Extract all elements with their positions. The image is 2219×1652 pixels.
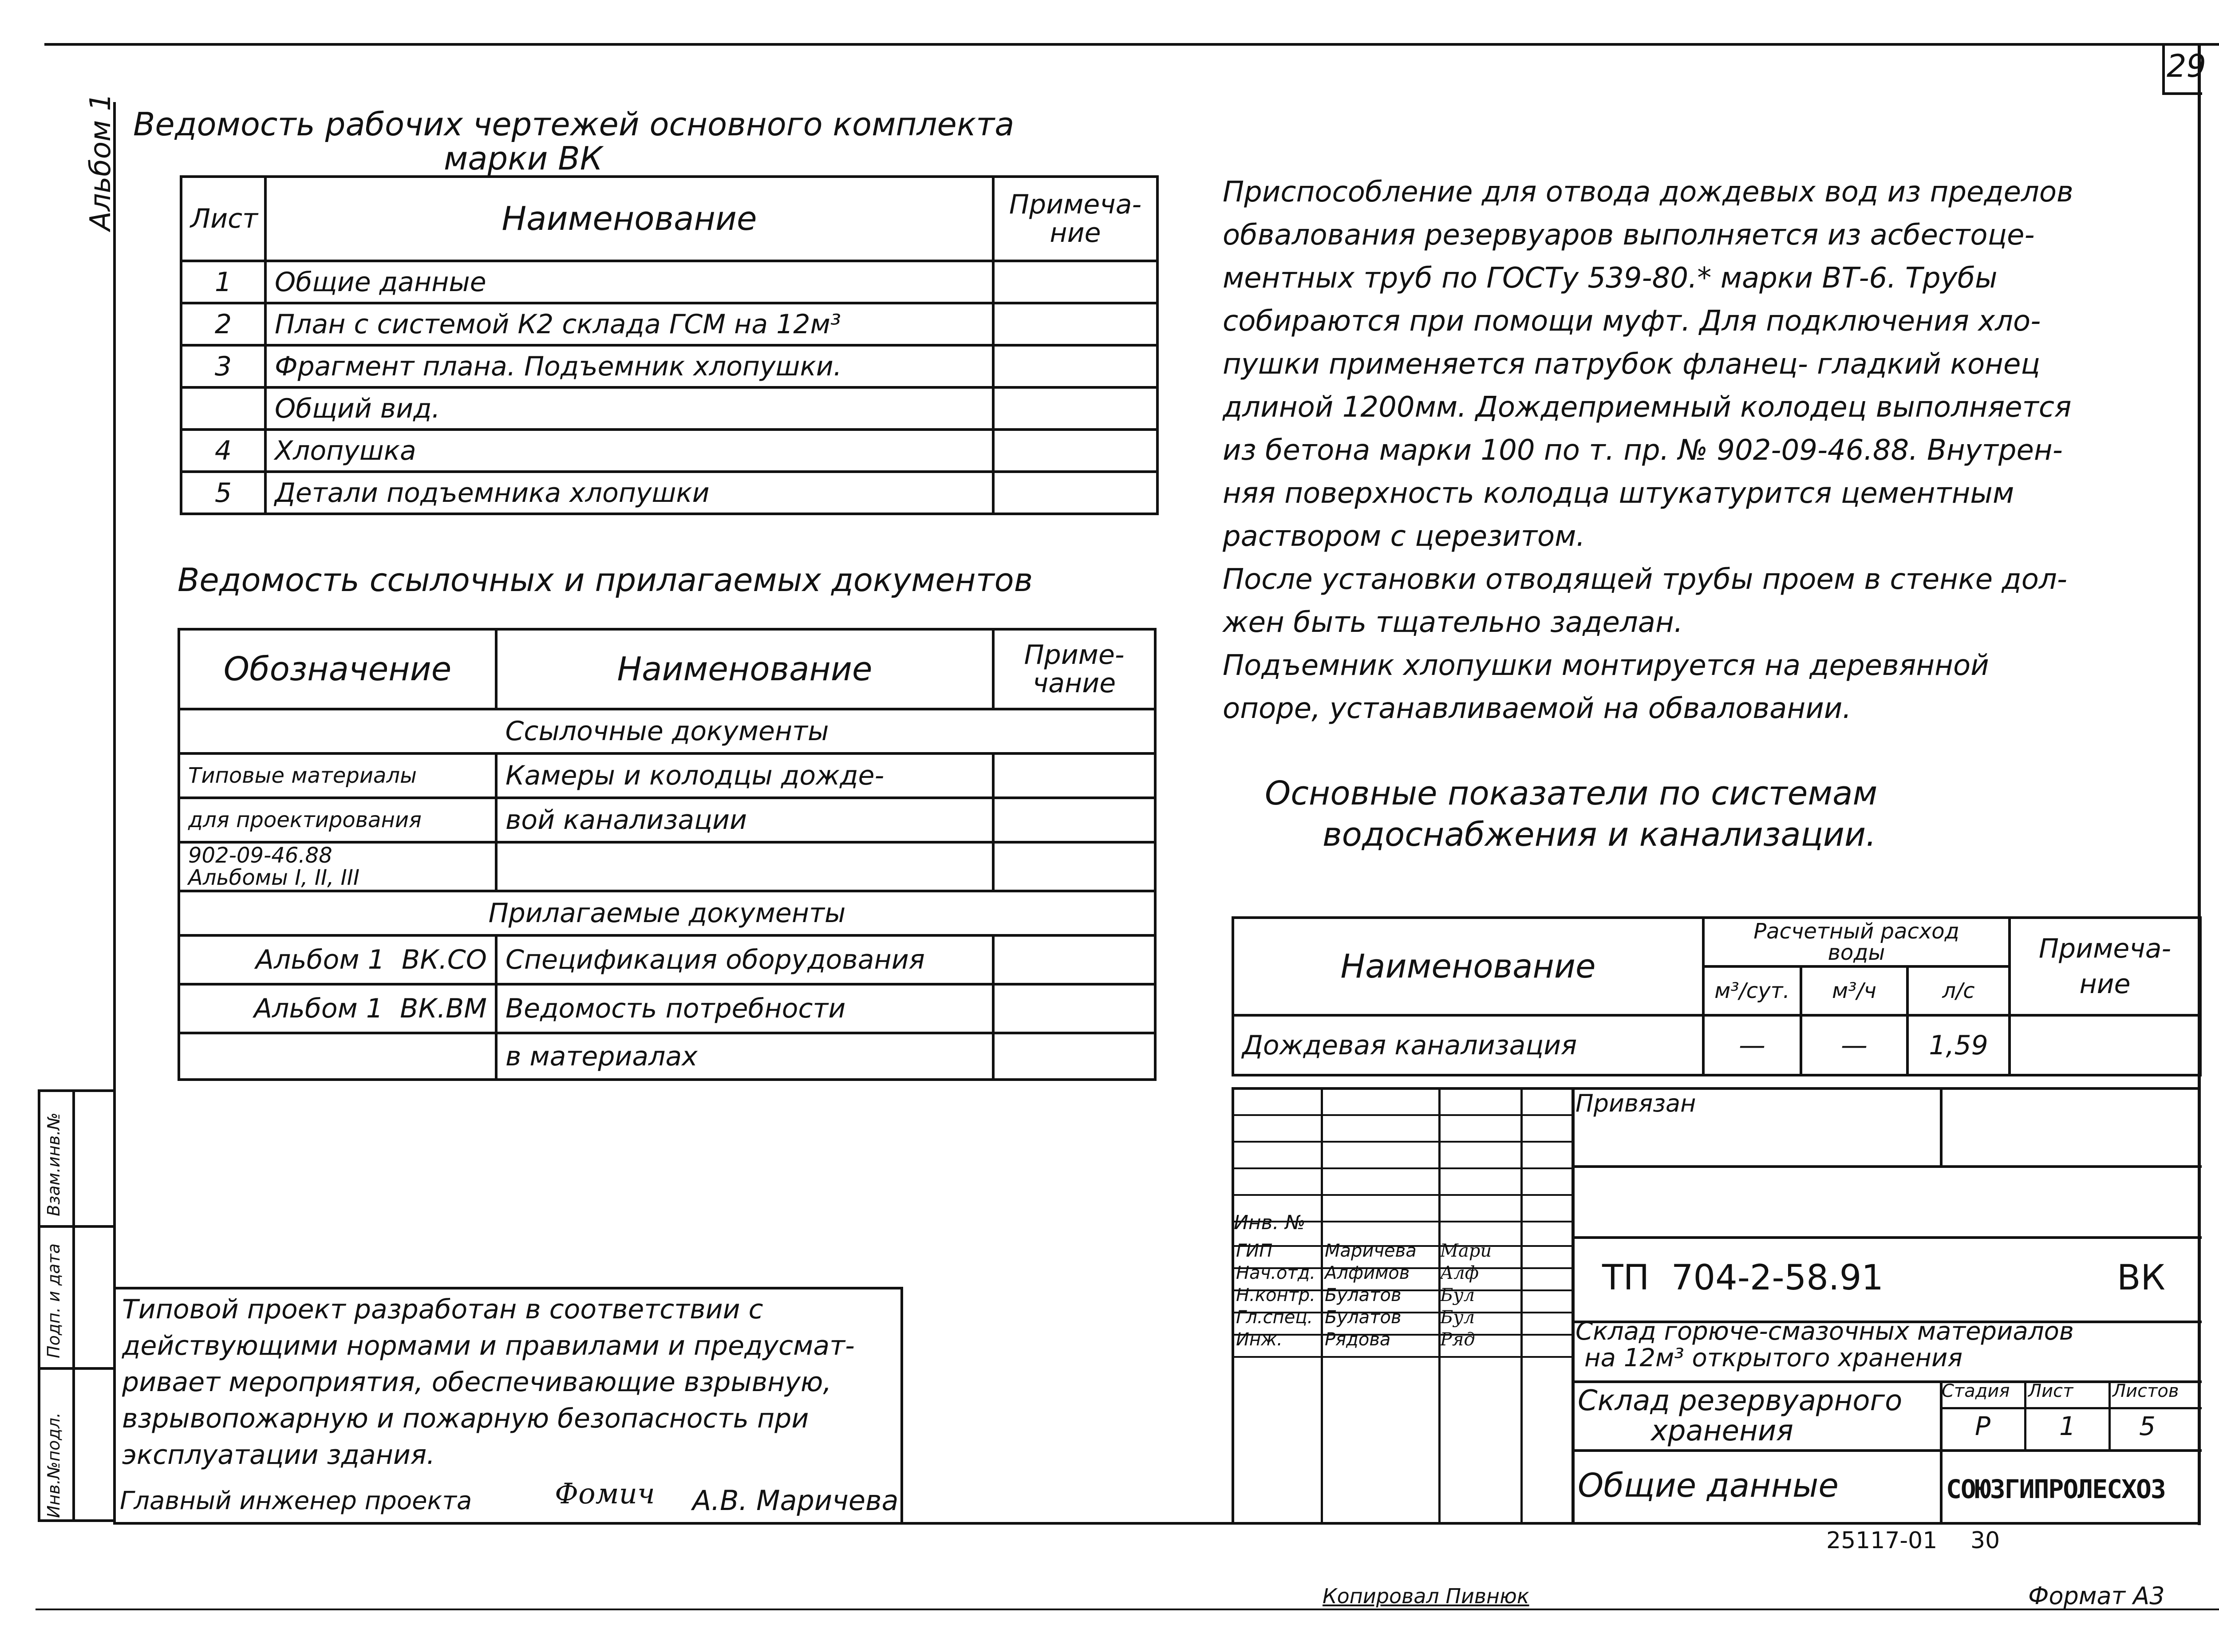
refdocs-row: Типовые материалы Камеры и колодцы дожде-: [179, 753, 1155, 798]
refdocs-att-row: Альбом 1 ВК.СО Спецификация оборудования: [179, 935, 1155, 984]
tb-staff-role: ГИП: [1236, 1241, 1273, 1261]
refdocs-header-note: Приме- чание: [993, 629, 1155, 709]
tb-mark: ВК: [2117, 1258, 2165, 1298]
worklist-row: 3 Фрагмент плана. Подъемник хлопушки.: [181, 345, 1157, 387]
tb-staff-sign: Алф: [1440, 1263, 1479, 1283]
tb-inv-no: Инв. №: [1234, 1211, 1306, 1234]
tb-staff-role: Гл.спец.: [1236, 1307, 1313, 1328]
refdocs-att-row: Альбом 1 ВК.ВМ Ведомость потребности: [179, 984, 1155, 1033]
worklist-header-sheet: Лист: [181, 177, 265, 261]
refdocs-title: Ведомость ссылочных и прилагаемых документов: [178, 561, 1033, 599]
indicators-header-ls: л/с: [1907, 966, 2010, 1015]
indicators-header-m3day: м³/сут.: [1703, 966, 1801, 1015]
tb-staff-name: Алфимов: [1325, 1263, 1410, 1283]
worklist-row: 4 Хлопушка: [181, 430, 1157, 472]
tb-staff-sign: Бул: [1440, 1307, 1475, 1328]
worklist-row: Общий вид.: [181, 387, 1157, 430]
tb-staff-name: Булатов: [1325, 1285, 1402, 1305]
refdocs-header-name: Наименование: [496, 629, 993, 709]
indicators-row: Дождевая канализация — — 1,59: [1233, 1015, 2200, 1075]
tb-part-line1: Склад резервуарного: [1578, 1384, 1903, 1417]
side-stamp-sign: Подп. и дата: [44, 1243, 63, 1358]
tb-object-line2: на 12м³ открытого хранения: [1584, 1344, 1963, 1372]
tb-staff-role: Инж.: [1236, 1329, 1283, 1350]
chief-engineer-name: А.В. Маричева: [692, 1484, 899, 1517]
tb-sheets-label: Листов: [2112, 1381, 2179, 1401]
archive-number: 25117-01: [1826, 1527, 1938, 1554]
title-block: [1232, 1087, 2199, 1525]
description-text: Приспособление для отвода дождевых вод из пределов обвалования резервуаров выполняется из асбестоце- ментных труб по ГОСТу 539-80.* марки ВТ-6. Трубы собираются при помощи муфт. Для подключения хло- пушки применяется патрубок фланец- гладкий конец длиной 1200мм. Дождеприемный колодец выполняется из бетона марки 100 по т. пр. № 902-09-46.88. Внутрен- няя поверхность колодца штукатурится цементным раствором с церезитом. После установки отводящей трубы проем в стенке дол- жен быть тщательно заделан. Подъемник хлопушки монтируется на деревянной опоре, устанавливаемой на обваловании.: [1223, 176, 2073, 725]
paper-format: Формат А3: [2028, 1582, 2165, 1610]
indicators-header-flow: Расчетный расход воды: [1703, 918, 2010, 966]
indicators-title-2: водоснабжения и канализации.: [1323, 816, 1876, 854]
worklist-row: 5 Детали подъемника хлопушки: [181, 472, 1157, 514]
tb-sheets: 5: [2139, 1411, 2156, 1441]
chief-engineer-label: Главный инженер проекта: [120, 1486, 472, 1515]
worklist-header-name: Наименование: [265, 177, 993, 261]
side-stamp-inv: Инв.№подл.: [44, 1412, 63, 1518]
worklist-table: [180, 175, 1159, 515]
tb-part-line2: хранения: [1651, 1415, 1793, 1447]
tb-stage-label: Стадия: [1942, 1381, 2010, 1401]
tb-doc-name: Общие данные: [1578, 1467, 1839, 1505]
tb-sheet-label: Лист: [2028, 1381, 2073, 1401]
archive-page: 30: [1970, 1527, 2000, 1554]
worklist-title-mark: марки ВК: [444, 140, 603, 177]
indicators-table: [1232, 916, 2202, 1076]
tb-staff-name: Булатов: [1325, 1307, 1402, 1328]
indicators-header-m3h: м³/ч: [1801, 966, 1907, 1015]
refdocs-section-ref: Ссылочные документы: [179, 709, 1155, 753]
tb-staff-name: Маричева: [1325, 1241, 1417, 1261]
tb-org: СОЮЗГИПРОЛЕСХОЗ: [1946, 1474, 2165, 1504]
album-label: Альбом 1: [84, 93, 117, 231]
tb-staff-role: Н.контр.: [1236, 1285, 1315, 1305]
indicators-header-name: Наименование: [1233, 918, 1703, 1015]
refdocs-row: 902-09-46.88 Альбомы I, II, III: [179, 842, 1155, 891]
tb-staff-name: Рядова: [1325, 1329, 1391, 1350]
refdocs-section-att: Прилагаемые документы: [179, 891, 1155, 935]
worklist-title: Ведомость рабочих чертежей основного комплекта: [133, 106, 1015, 143]
tb-code: ТП 704-2-58.91: [1602, 1258, 1883, 1298]
tb-stage: Р: [1975, 1411, 1990, 1441]
tb-attached: Привязан: [1575, 1089, 1696, 1117]
worklist-row: 2 План с системой К2 склада ГСМ на 12м³: [181, 303, 1157, 345]
refdocs-row: для проектирования вой канализации: [179, 798, 1155, 842]
copied-by: Копировал Пивнюк: [1323, 1584, 1529, 1608]
indicators-title: Основные показатели по системам: [1265, 774, 1878, 812]
chief-engineer-signature: Фомич: [555, 1478, 655, 1510]
indicators-header-note: Примеча- ние: [2010, 918, 2200, 1015]
refdocs-att-row: в материалах: [179, 1033, 1155, 1080]
tb-object-line1: Склад горюче-смазочных материалов: [1575, 1317, 2074, 1346]
side-stamp: [38, 1089, 113, 1522]
refdocs-header-designation: Обозначение: [179, 629, 496, 709]
tb-staff-role: Нач.отд.: [1236, 1263, 1316, 1283]
tb-staff-sign: Мари: [1440, 1241, 1492, 1261]
tb-staff-sign: Бул: [1440, 1285, 1475, 1305]
tb-sheet: 1: [2059, 1411, 2076, 1441]
worklist-row: 1 Общие данные: [181, 261, 1157, 303]
page-bottom-rule: [36, 1609, 2219, 1610]
top-frame-line: [44, 43, 2219, 46]
side-stamp-replace: Взам.инв.№: [44, 1112, 63, 1216]
safety-note-text: Типовой проект разработан в соответствии с действующими нормами и правилами и предусмат- ривает мероприятия, обеспечивающие взрывную, взрывопожарную и пожарную безопасность при эксплуатации здания.: [122, 1294, 855, 1471]
tb-staff-sign: Ряд: [1440, 1329, 1475, 1350]
refdocs-table: [178, 628, 1157, 1081]
sheet-number: 29: [2167, 48, 2207, 84]
worklist-header-note: Примеча- ние: [993, 177, 1157, 261]
